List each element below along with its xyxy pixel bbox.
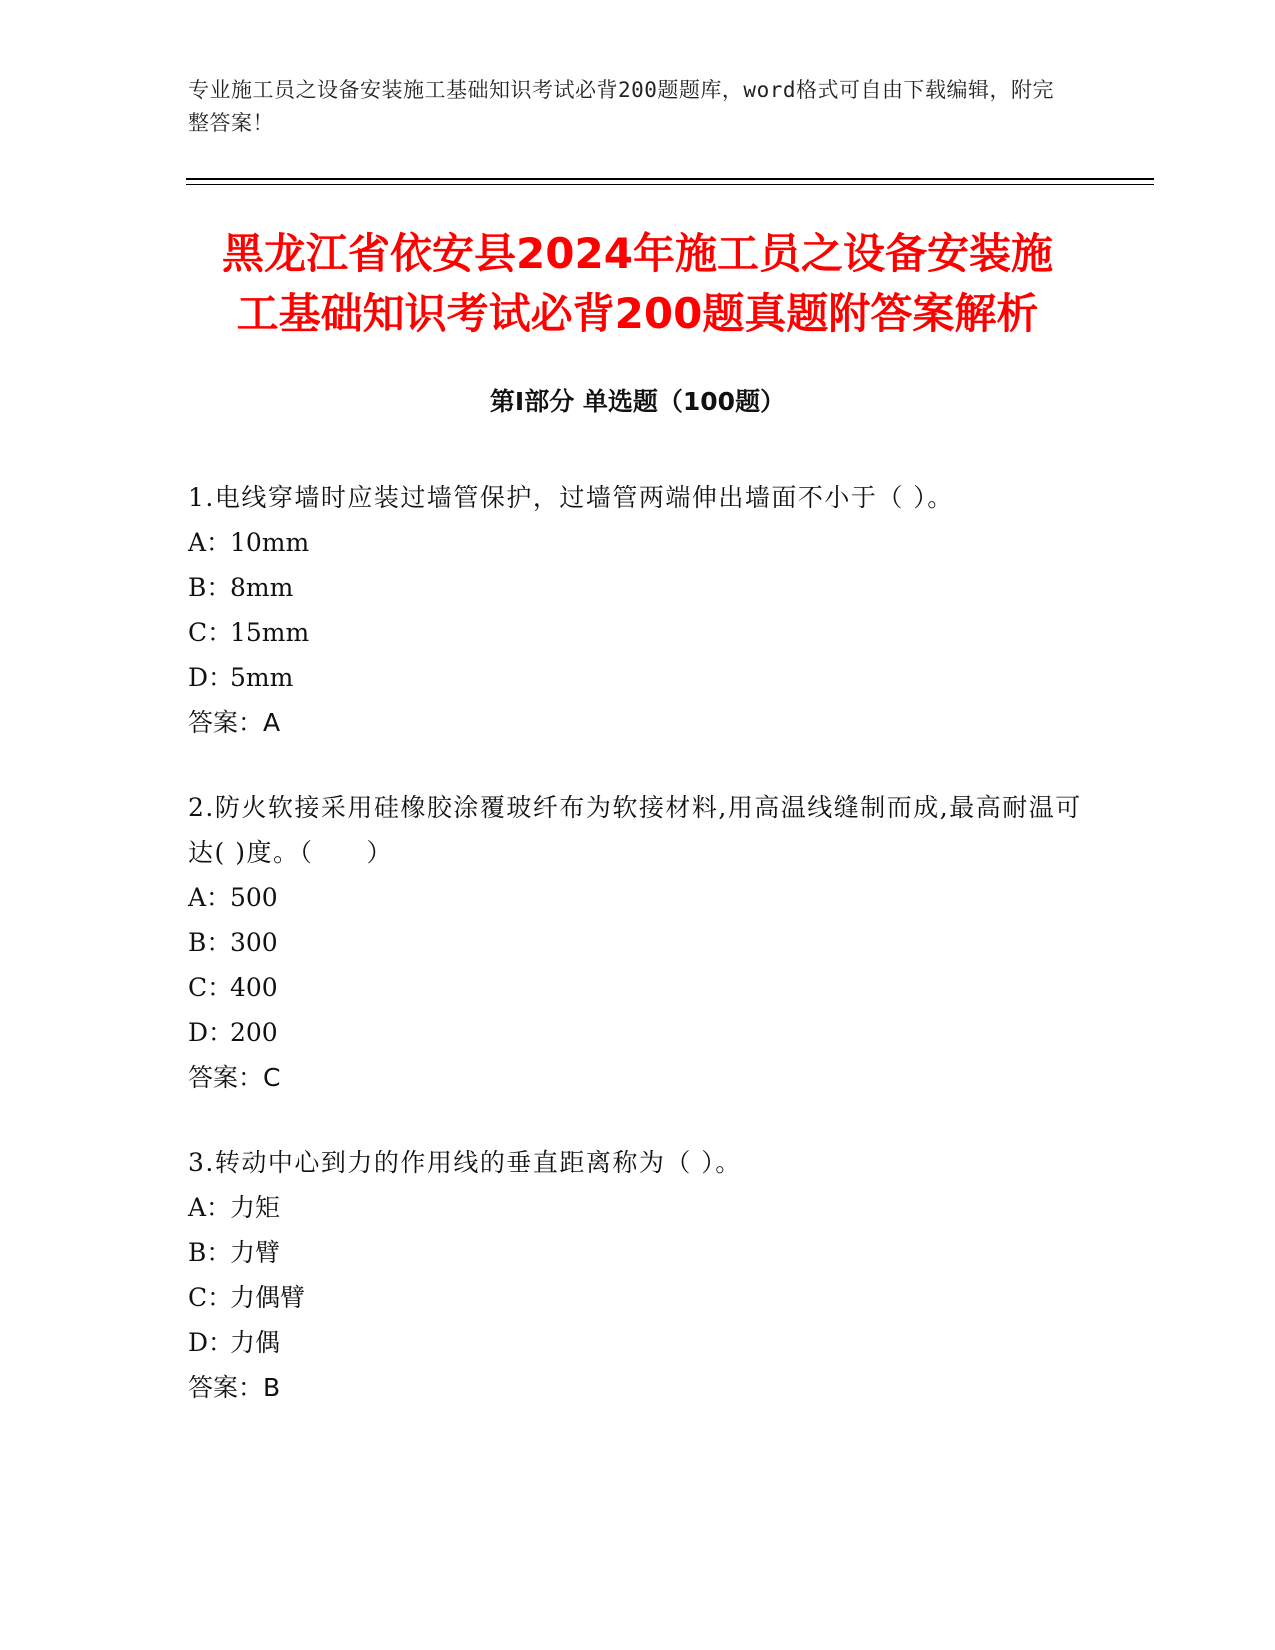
- header-note: 专业施工员之设备安装施工基础知识考试必背200题题库，word格式可自由下载编辑，附完整答案！: [188, 78, 1054, 135]
- option-key: C：: [188, 618, 233, 647]
- option-key: A：: [188, 528, 232, 557]
- question-stem: 1.电线穿墙时应装过墙管保护，过墙管两端伸出墙面不小于（ ）。: [188, 483, 954, 512]
- option-key: B：: [188, 928, 232, 957]
- document-title-line-1: 黑龙江省依安县2024年施工员之设备安装施: [222, 229, 1053, 278]
- option-d: [188, 1010, 1088, 1055]
- option-key: D：: [188, 663, 234, 692]
- option-b: [188, 1230, 1088, 1275]
- answer-line: 答案：A: [188, 708, 281, 737]
- option-b: [188, 920, 1088, 965]
- option-key: D：: [188, 1018, 234, 1047]
- option-a: [188, 520, 1088, 565]
- option-text: 力偶臂: [230, 1283, 306, 1312]
- header-divider-thin: [186, 184, 1154, 185]
- question-2: [188, 785, 1088, 1100]
- question-stem: 2.防火软接采用硅橡胶涂覆玻纤布为软接材料,用高温线缝制而成,最高耐温可达( )度。（ ）: [188, 793, 1082, 867]
- option-text: 8mm: [230, 573, 294, 602]
- option-a: [188, 875, 1088, 920]
- header-divider-thick: [186, 178, 1154, 180]
- document-title-line-2: 工基础知识考试必背200题真题附答案解析: [236, 289, 1039, 338]
- question-list: [188, 475, 1088, 1450]
- answer-line: 答案：C: [188, 1063, 281, 1092]
- option-text: 200: [230, 1018, 278, 1047]
- option-a: [188, 1185, 1088, 1230]
- option-text: 力臂: [230, 1238, 281, 1267]
- option-key: A：: [188, 883, 232, 912]
- section-title: 第Ⅰ部分 单选题（100题）: [489, 387, 786, 416]
- question-1: [188, 475, 1088, 745]
- option-c: [188, 1275, 1088, 1320]
- question-stem: 3.转动中心到力的作用线的垂直距离称为（ ）。: [188, 1148, 742, 1177]
- answer-line: 答案：B: [188, 1373, 281, 1402]
- option-text: 15mm: [230, 618, 310, 647]
- option-key: C：: [188, 1283, 233, 1312]
- option-c: [188, 610, 1088, 655]
- option-text: 5mm: [230, 663, 294, 692]
- option-text: 400: [230, 973, 278, 1002]
- option-text: 300: [230, 928, 278, 957]
- question-3: [188, 1140, 1088, 1410]
- option-text: 500: [230, 883, 278, 912]
- option-key: D：: [188, 1328, 234, 1357]
- option-text: 力矩: [230, 1193, 281, 1222]
- option-key: C：: [188, 973, 233, 1002]
- option-b: [188, 565, 1088, 610]
- option-d: [188, 1320, 1088, 1365]
- option-text: 力偶: [230, 1328, 281, 1357]
- option-c: [188, 965, 1088, 1010]
- option-key: B：: [188, 1238, 232, 1267]
- option-key: B：: [188, 573, 232, 602]
- option-d: [188, 655, 1088, 700]
- document-title: [150, 224, 1125, 344]
- option-key: A：: [188, 1193, 232, 1222]
- option-text: 10mm: [230, 528, 310, 557]
